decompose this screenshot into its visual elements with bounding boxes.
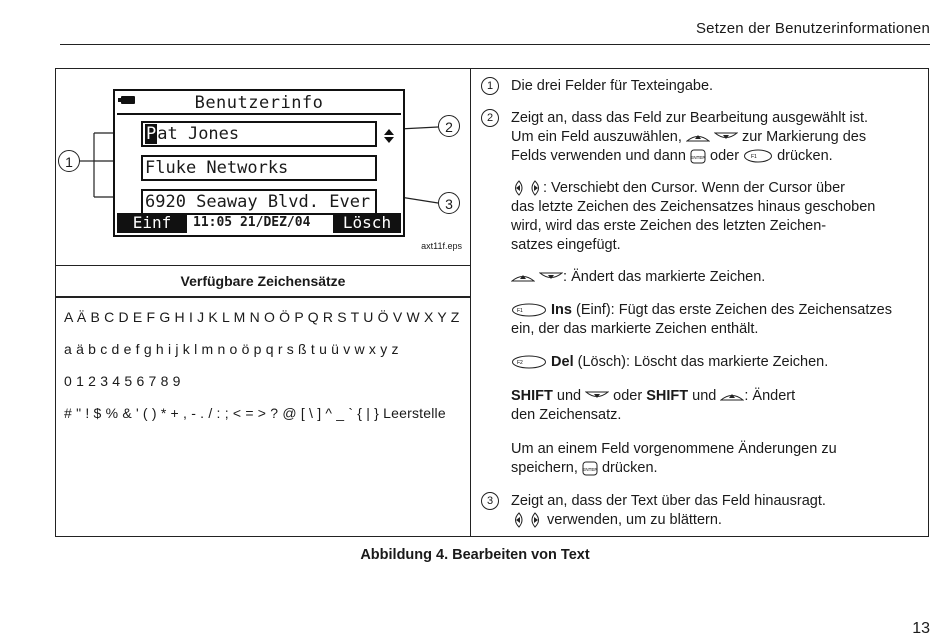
- del-label: Del: [551, 354, 574, 370]
- charset-list: [64, 307, 468, 435]
- description-item-2: [481, 109, 921, 166]
- name-field-text: at Jones: [157, 124, 240, 144]
- callout-3: 3: [438, 192, 460, 214]
- item-text: (Lösch): Löscht das markierte Zeichen.: [573, 354, 829, 370]
- figure-caption: Abbildung 4. Bearbeiten von Text: [360, 547, 590, 563]
- up-arrow-key-icon: [511, 272, 535, 282]
- item-text: Die drei Felder für Texteingabe.: [511, 78, 714, 94]
- item-text: : Ändert das markierte Zeichen.: [563, 269, 766, 285]
- item-text: drücken.: [601, 460, 658, 476]
- item-text: oder: [609, 388, 647, 404]
- lcd-figure: [56, 69, 470, 265]
- item-text: (Einf): Fügt das erste Zeichen des Zeichensatzes: [571, 302, 892, 318]
- charset-uppercase: A Ä B C D E F G H I J K L M N O Ö P Q R S T U Ö V W X Y Z: [64, 309, 460, 325]
- right-column: [471, 69, 928, 536]
- save-description: [511, 440, 931, 478]
- item-text: ein, der das markierte Zeichen enthält.: [511, 321, 759, 337]
- item-text: Zeigt an, dass das Feld zur Bearbeitung ausgewählt ist.: [511, 110, 869, 126]
- enter-key-icon: [582, 461, 598, 476]
- item-text: Zeigt an, dass der Text über das Feld hinausragt.: [511, 493, 826, 509]
- item-text: und: [552, 388, 586, 404]
- item-text: oder: [710, 148, 740, 164]
- item-text: den Zeichensatz.: [511, 407, 622, 423]
- down-arrow-key-icon: [585, 391, 609, 401]
- figure-file-name: axt11f.eps: [421, 241, 462, 251]
- charset-symbols: # " ! $ % & ' ( ) * + , - . / : ; < = > ? @ [ \ ] ^ _ ` { | } Leerstelle: [64, 405, 446, 421]
- item-text: Um an einem Feld vorgenommene Änderungen zu: [511, 441, 837, 457]
- f1-key-icon: [511, 303, 547, 317]
- lcd-softkey-bar: [117, 213, 401, 233]
- lcd-clock: 11:05 21/DEZ/04: [193, 215, 311, 230]
- item-text: das letzte Zeichen des Zeichensatzes hinaus geschoben: [511, 199, 876, 215]
- del-key-description: [511, 353, 931, 372]
- lcd-screen: [113, 89, 405, 237]
- callout-2: 2: [438, 115, 460, 137]
- description-item-3: [481, 492, 921, 530]
- up-arrow-key-icon: [686, 132, 710, 142]
- item-text: : Verschiebt den Cursor. Wenn der Cursor über: [543, 180, 845, 196]
- charset-lowercase: a ä b c d e f g h i j k l m n o ö p q r s ß t u ü v w x y z: [64, 341, 399, 357]
- up-arrow-key-icon: [720, 391, 744, 401]
- company-field[interactable]: Fluke Networks: [141, 155, 377, 181]
- updown-keys-description: [511, 268, 931, 287]
- item-text: verwenden, um zu blättern.: [547, 512, 722, 528]
- item-text: wird, wird das erste Zeichen des letzten Zeichen-: [511, 218, 827, 234]
- down-arrow-key-icon: [539, 272, 563, 282]
- f1-key-icon: [743, 149, 773, 163]
- lcd-title: Benutzerinfo: [194, 93, 324, 113]
- name-field[interactable]: [141, 121, 377, 147]
- item-text: und: [688, 388, 721, 404]
- item-text: satzes eingefügt.: [511, 237, 621, 253]
- up-down-arrow-icon: [383, 128, 395, 144]
- f2-key-icon: [511, 355, 547, 369]
- header-rule: [60, 44, 930, 45]
- charset-header: Verfügbare Zeichensätze: [56, 265, 470, 298]
- charset-digits: 0 1 2 3 4 5 6 7 8 9: [64, 373, 181, 389]
- left-right-arrow-key-icon: [511, 512, 543, 528]
- svg-text:ENTER: ENTER: [690, 154, 706, 160]
- item-text: Felds verwenden und dann: [511, 148, 686, 164]
- cursor-keys-description: [511, 179, 931, 255]
- left-column: [56, 69, 471, 536]
- item-number: 1: [481, 77, 499, 95]
- item-text: zur Markierung des: [741, 129, 867, 145]
- svg-text:F1: F1: [751, 154, 757, 161]
- item-text: : Ändert: [744, 388, 796, 404]
- svg-text:F2: F2: [517, 360, 523, 367]
- text-cursor: P: [146, 124, 157, 144]
- svg-text:F1: F1: [517, 308, 523, 315]
- enter-key-icon: [690, 149, 706, 164]
- ins-label: Ins: [551, 302, 572, 318]
- ins-key-description: [511, 301, 931, 339]
- shift-label: SHIFT: [511, 388, 553, 404]
- item-text: Um ein Feld auszuwählen,: [511, 129, 682, 145]
- delete-softkey[interactable]: Lösch: [333, 213, 401, 233]
- item-number: 2: [481, 109, 499, 127]
- left-right-arrow-key-icon: [511, 180, 543, 196]
- item-number: 3: [481, 492, 499, 510]
- item-text: drücken.: [777, 148, 833, 164]
- svg-text:ENTER: ENTER: [582, 466, 598, 472]
- figure-frame: [55, 68, 929, 537]
- running-head: Setzen der Benutzerinformationen: [695, 20, 930, 37]
- address-field-text: 6920 Seaway Blvd. Ever: [145, 192, 371, 212]
- lcd-title-bar: [117, 93, 401, 115]
- shift-label: SHIFT: [646, 388, 689, 404]
- callout-1: 1: [58, 150, 80, 172]
- down-arrow-key-icon: [714, 132, 738, 142]
- address-field[interactable]: [141, 189, 377, 215]
- description-item-1: [481, 77, 921, 96]
- shift-description: [511, 387, 931, 425]
- page-number: 13: [912, 620, 930, 637]
- insert-softkey[interactable]: Einf: [117, 213, 187, 233]
- item-text: speichern,: [511, 460, 578, 476]
